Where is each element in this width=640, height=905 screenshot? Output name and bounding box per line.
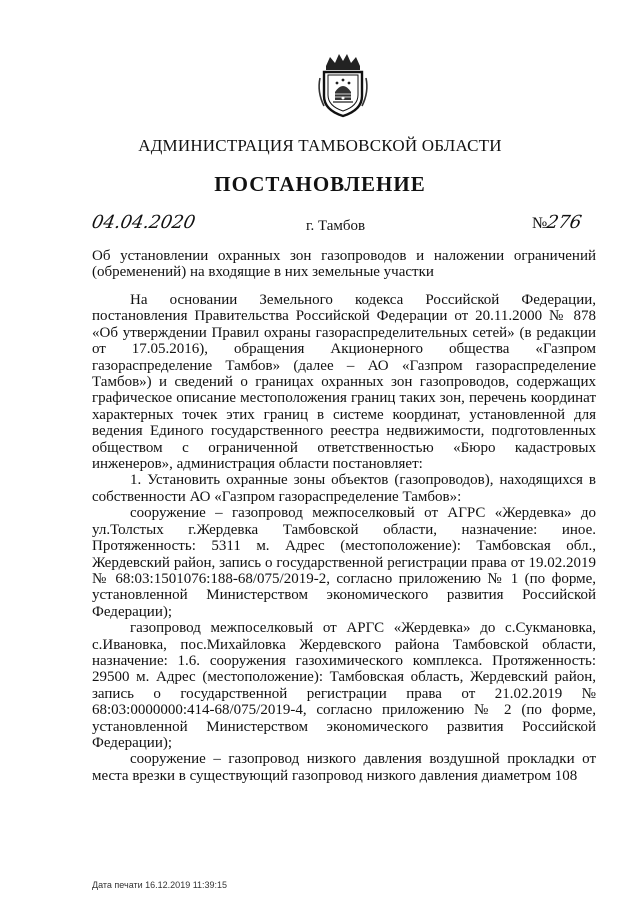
body-paragraph: На основании Земельного кодекса Российской Федерации, постановления Правительства Российской Федерации от 20.11.2000 № 878 «Об утверждении Правил охраны газораспределительных сетей» (в редакции от 17.05.2016), обращения Акционерного общества «Газпром газораспределение Тамбов» (далее – АО «Газпром газораспределение Тамбов») и сведений о границах охранных зон газопроводов, содержащих графическое описание местоположения границ таких зон, перечень координат характерных точек этих границ в системе координат, установленной для ведения Единого государственного реестра недвижимости, подготовленных обществом с ограниченной ответственностью «Бюро кадастровых инженеров», администрация области постановляет:: [92, 292, 596, 473]
print-date-footer: Дата печати 16.12.2019 11:39:15: [92, 880, 228, 890]
city-name: г. Тамбов: [306, 218, 366, 234]
number-prefix: №: [532, 215, 548, 232]
body-paragraph: сооружение – газопровод межпоселковый от АГРС «Жердевка» до ул.Толстых г.Жердевка Тамбовской области, назначение: иное. Протяженность: 5311 м. Адрес (местоположение): Тамбовская обл., Жердевский район, запись о государственной регистрации права от 19.02.2019 № 68:03:1501076:188-68/075/2019-2, согласно приложению № 1 (по форме, установленной Министерством экономического развития Российской Федерации);: [92, 505, 596, 620]
body-paragraph: сооружение – газопровод низкого давления воздушной прокладки от места врезки в существующий газопровод низкого давления диаметром 108: [92, 751, 596, 784]
document-subject: Об установлении охранных зон газопроводов и наложении ограничений (обременений) на входящие в них земельные участки: [92, 248, 596, 280]
document-number: [532, 212, 582, 233]
tambov-coat-of-arms-emblem: [316, 52, 370, 118]
document-body: [92, 292, 596, 784]
handwritten-number: 276: [545, 212, 584, 233]
body-paragraph: 1. Установить охранные зоны объектов (газопроводов), находящихся в собственности АО «Газпром газораспределение Тамбов»:: [92, 472, 596, 505]
handwritten-date: 04.04.2020: [90, 212, 197, 233]
body-paragraph: газопровод межпоселковый от АРГС «Жердевка» до с.Сукмановка, с.Ивановка, пос.Михайловка Жердевского района Тамбовской области, назначение: 1.6. сооружения газохимического комплекса. Протяженность: 29500 м. Адрес (местоположение): Тамбовская область, Жердевский район, запись о государственной регистрации права от 21.02.2019 № 68:03:0000000:414-68/075/2019-4, согласно приложению № 2 (по форме, установленной Министерством экономического развития Российской Федерации);: [92, 620, 596, 751]
document-type-title: ПОСТАНОВЛЕНИЕ: [214, 172, 426, 196]
organization-title: АДМИНИСТРАЦИЯ ТАМБОВСКОЙ ОБЛАСТИ: [138, 136, 502, 155]
